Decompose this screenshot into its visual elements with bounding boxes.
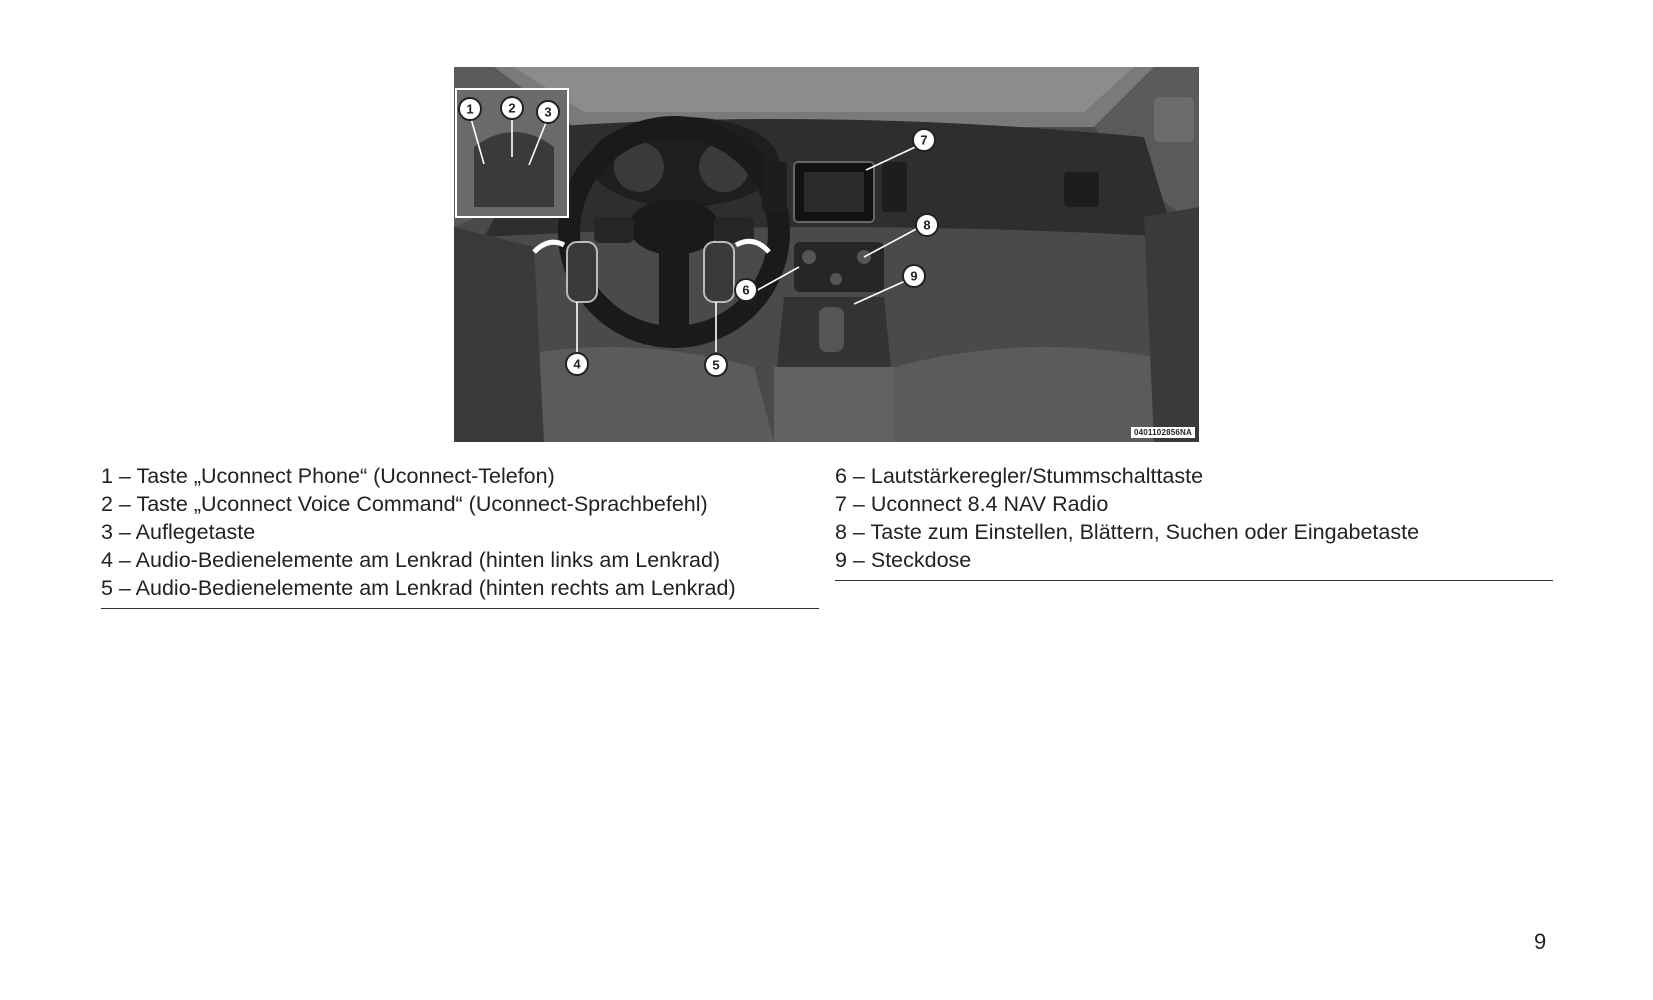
legend-item-1: 1 – Taste „Uconnect Phone“ (Uconnect-Telefon) xyxy=(101,464,555,488)
legend-right-column xyxy=(835,462,1553,581)
callout-4 xyxy=(566,353,588,375)
callout-2 xyxy=(501,97,523,119)
legend-right-divider xyxy=(835,580,1553,581)
svg-text:2: 2 xyxy=(508,100,516,116)
svg-text:4: 4 xyxy=(573,356,581,372)
callout-7 xyxy=(913,129,935,151)
legend-item-3: 3 – Auflegetaste xyxy=(101,520,256,544)
legend-item-9: 9 – Steckdose xyxy=(835,548,972,572)
legend-item-4: 4 – Audio-Bedienelemente am Lenkrad (hinten links am Lenkrad) xyxy=(101,548,721,572)
svg-text:7: 7 xyxy=(920,132,928,148)
legend-item-8: 8 – Taste zum Einstellen, Blättern, Suchen oder Eingabetaste xyxy=(835,520,1420,544)
dashboard-figure xyxy=(454,67,1199,442)
svg-text:9: 9 xyxy=(910,268,918,284)
legend-item-2: 2 – Taste „Uconnect Voice Command“ (Uconnect-Sprachbefehl) xyxy=(101,492,708,516)
car-dashboard-illustration xyxy=(454,67,1199,442)
callout-6 xyxy=(735,279,757,301)
legend-item-7: 7 – Uconnect 8.4 NAV Radio xyxy=(835,492,1109,516)
legend-item-5: 5 – Audio-Bedienelemente am Lenkrad (hinten rechts am Lenkrad) xyxy=(101,576,736,600)
svg-text:8: 8 xyxy=(923,217,931,233)
svg-text:5: 5 xyxy=(712,357,720,373)
callout-8 xyxy=(916,214,938,236)
legend-item-6: 6 – Lautstärkeregler/Stummschalttaste xyxy=(835,464,1204,488)
svg-text:1: 1 xyxy=(466,101,474,117)
callout-3 xyxy=(537,101,559,123)
svg-text:6: 6 xyxy=(742,282,750,298)
legend-left-divider xyxy=(101,608,819,609)
page-number: 9 xyxy=(1534,929,1547,954)
svg-text:3: 3 xyxy=(544,104,552,120)
callout-1 xyxy=(459,98,481,120)
callout-9 xyxy=(903,265,925,287)
callout-5 xyxy=(705,354,727,376)
legend-left-column xyxy=(101,462,819,609)
figure-image-id: 0401102856NA xyxy=(1131,427,1195,438)
